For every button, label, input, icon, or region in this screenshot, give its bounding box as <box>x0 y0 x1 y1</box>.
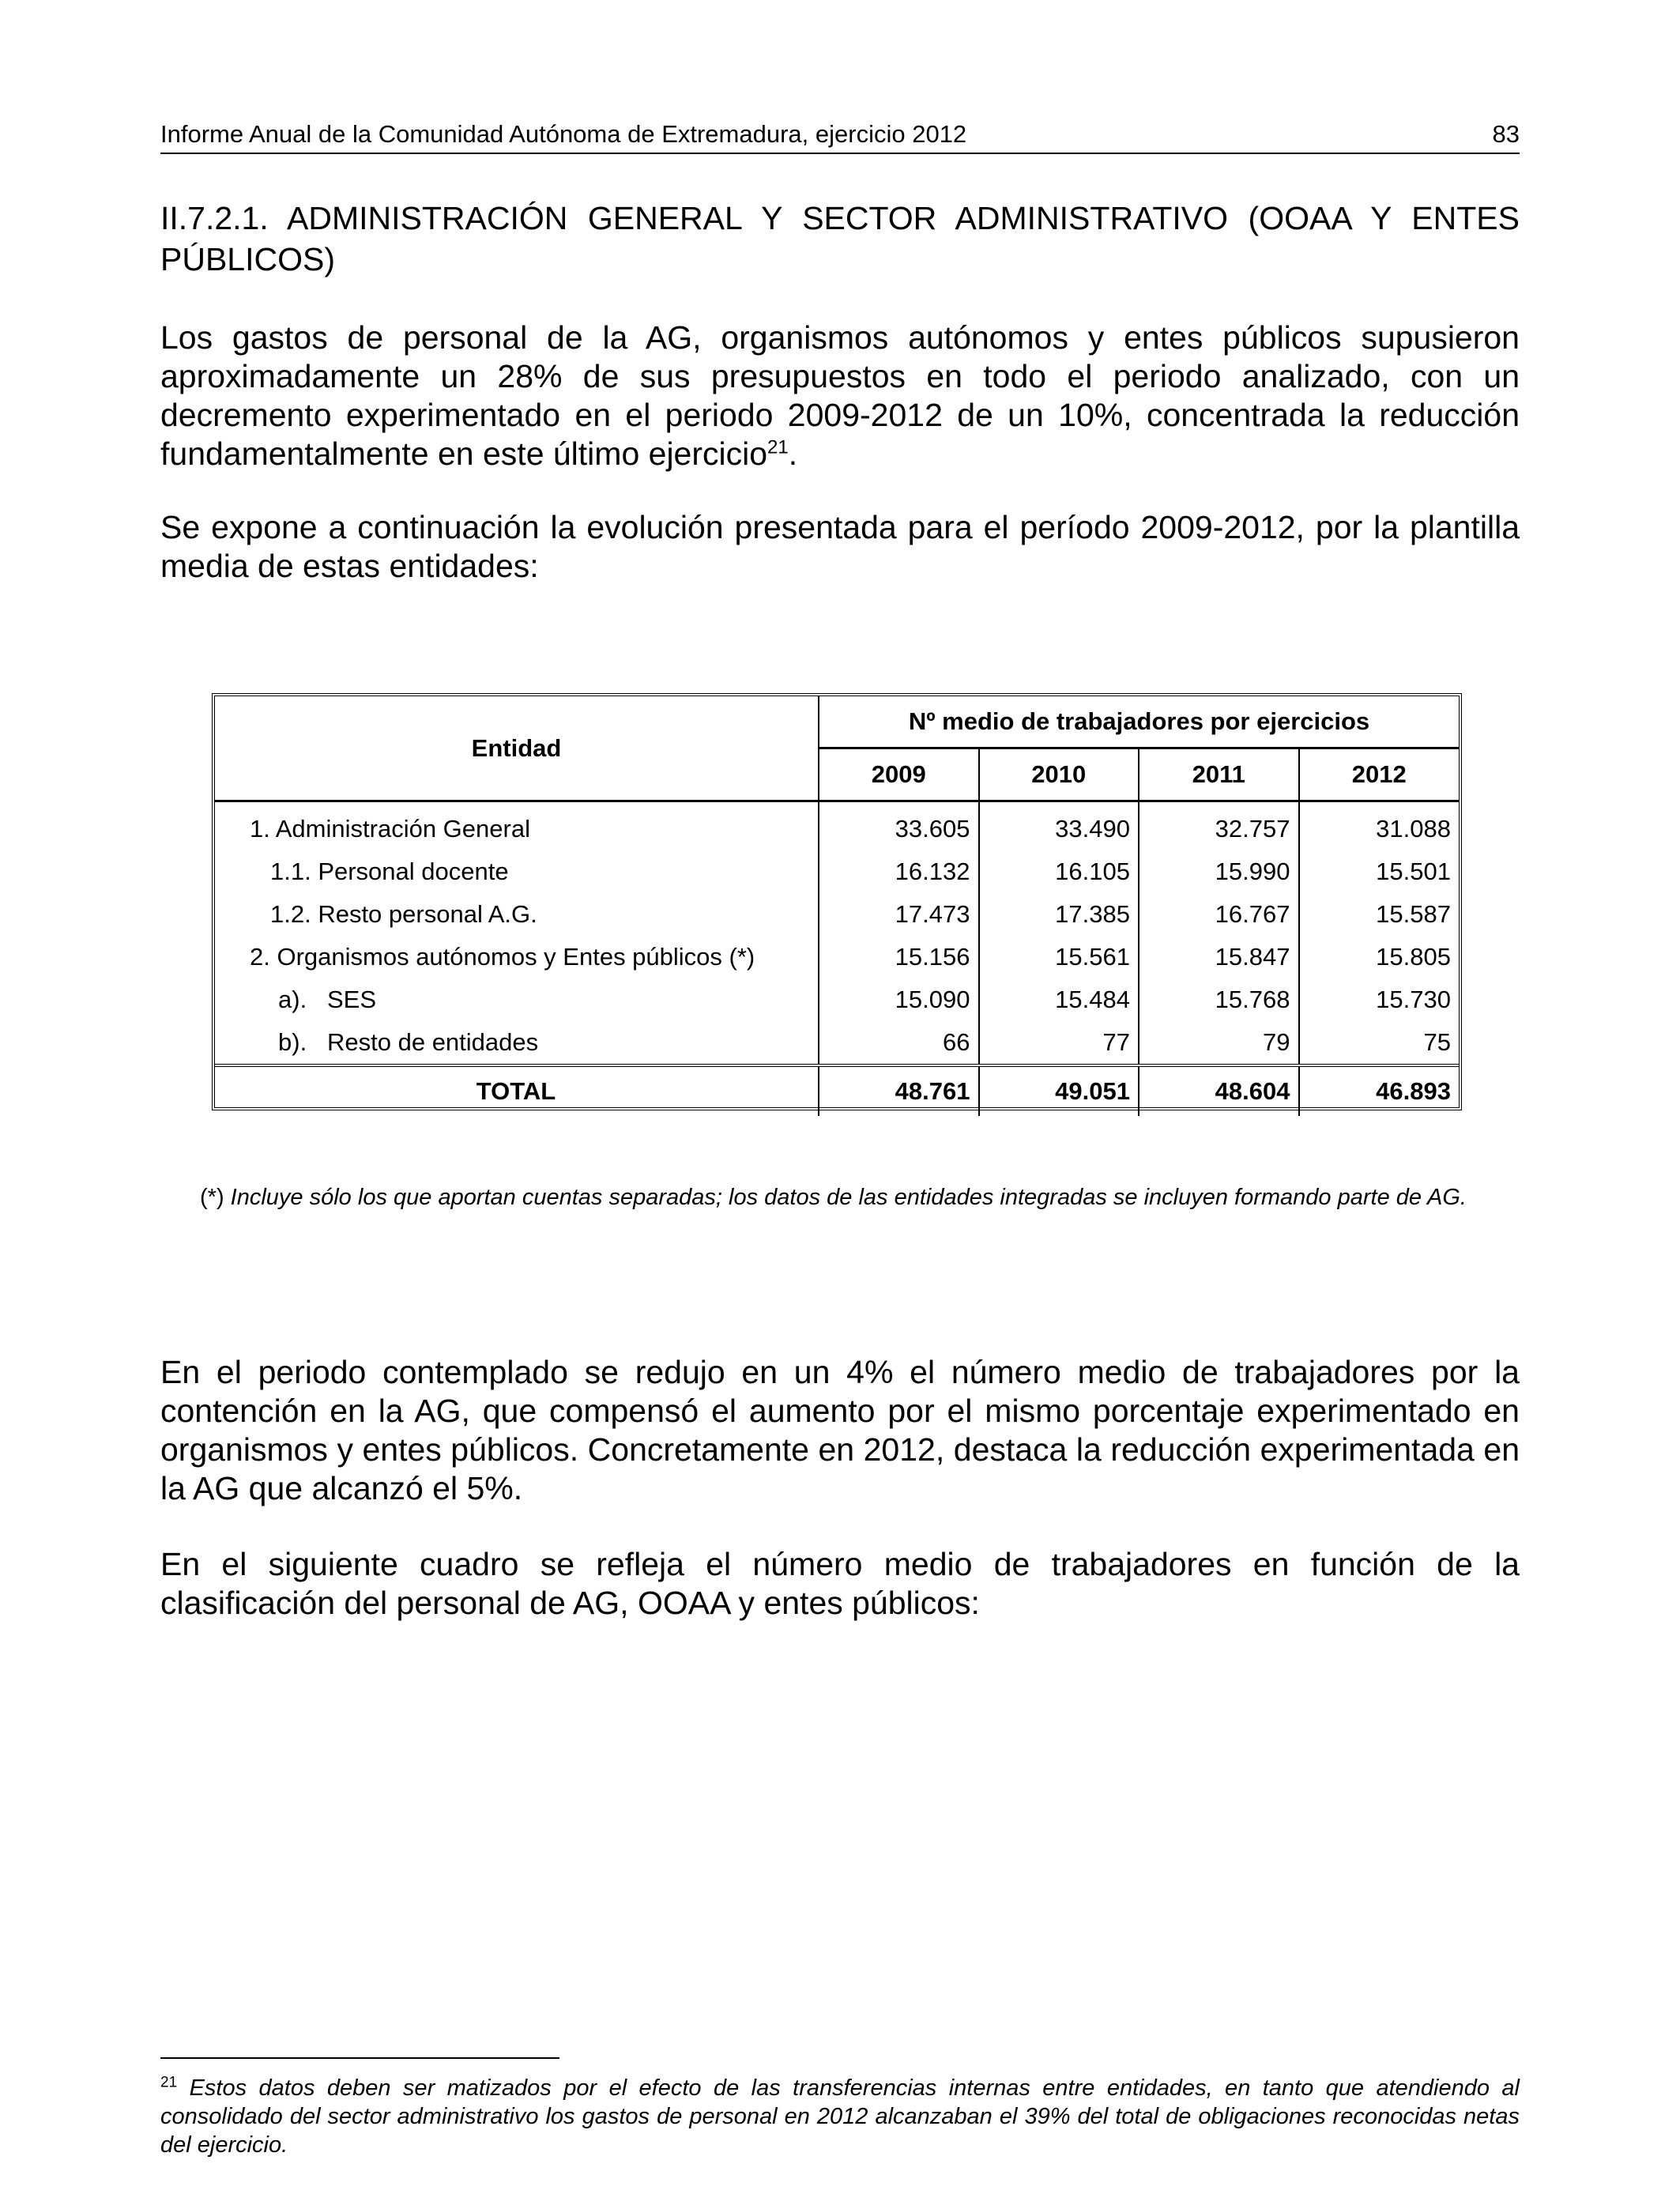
cell-value: 16.767 <box>1139 893 1299 936</box>
row-label: 1.2. Resto personal A.G. <box>215 893 819 936</box>
cell-value: 15.561 <box>979 936 1139 978</box>
total-value: 48.761 <box>819 1065 979 1116</box>
table-row <box>215 893 1459 936</box>
row-letter: a). <box>278 986 307 1013</box>
table-note <box>200 1183 1520 1212</box>
total-label: TOTAL <box>215 1065 819 1116</box>
cell-value: 31.088 <box>1376 815 1451 843</box>
cell-value: 66 <box>819 1021 979 1065</box>
paragraph-2: Se expone a continuación la evolución presentada para el período 2009-2012, por la plantilla media de estas entidades: <box>160 509 1520 584</box>
paragraph-1 <box>160 319 1520 473</box>
header-title: Informe Anual de la Comunidad Autónoma de Extremadura, ejercicio 2012 <box>160 120 967 148</box>
cell-value: 17.385 <box>979 893 1139 936</box>
cell-value: 15.090 <box>819 978 979 1021</box>
cell-value: 15.587 <box>1376 900 1451 928</box>
cell-value: 15.990 <box>1139 850 1299 893</box>
row-label: 2. Organismos autónomos y Entes públicos (*) <box>215 936 819 978</box>
cell-value: 16.105 <box>979 850 1139 893</box>
cell-value: 15.847 <box>1139 936 1299 978</box>
note-marker: (*) <box>200 1185 224 1210</box>
footnote-number: 21 <box>160 2074 178 2091</box>
cell-value: 15.501 <box>1376 858 1451 885</box>
workers-group-header: Nº medio de trabajadores por ejercicios <box>819 696 1459 748</box>
footnote-ref-21[interactable]: 21 <box>767 436 789 458</box>
cell-value: 15.484 <box>979 978 1139 1021</box>
workforce-table <box>212 693 1462 1110</box>
row-label: 1.1. Personal docente <box>215 850 819 893</box>
cell-value: 75 <box>1423 1028 1451 1056</box>
total-value: 48.604 <box>1139 1065 1299 1116</box>
year-header: 2012 <box>1299 748 1460 801</box>
note-text: Incluye sólo los que aportan cuentas separadas; los datos de las entidades integradas se incluyen formando parte de AG. <box>230 1185 1467 1210</box>
page-header <box>160 119 1520 150</box>
row-label: 1. Administración General <box>215 801 819 851</box>
row-label-text: SES <box>327 986 377 1013</box>
paragraph-3: En el periodo contemplado se redujo en un 4% el número medio de trabajadores por la contención en la AG, que compensó el aumento por el mismo porcentaje experimentado en organismos y entes públicos. Concretamente en 2012, destaca la reducción experimentada en la AG que alcanzó el 5%. <box>160 1354 1520 1506</box>
table-row <box>215 1021 1459 1065</box>
paragraph-1-text: Los gastos de personal de la AG, organismos autónomos y entes públicos supusieron aproximadamente un 28% de sus presupuestos en todo el periodo analizado, con un decremento experimentado en el periodo 2009-2012 de un 10%, concentrada la reducción fundamentalmente en este último ejercicio <box>160 319 1520 472</box>
paragraph-4: En el siguiente cuadro se refleja el número medio de trabajadores en función de la clasificación del personal de AG, OOAA y entes públicos: <box>160 1546 1520 1621</box>
cell-value: 17.473 <box>819 893 979 936</box>
cell-value: 15.768 <box>1139 978 1299 1021</box>
row-label <box>215 978 819 1021</box>
footnote-text: Estos datos deben ser matizados por el efecto de las transferencias internas entre entidades, en tanto que atendiendo al consolidado del sector administrativo los gastos de personal en 2012 alcanzaban el 39% del total de obligaciones reconocidas netas del ejercicio. <box>160 2075 1520 2158</box>
footnote-21 <box>160 2074 1520 2159</box>
cell-value: 79 <box>1139 1021 1299 1065</box>
year-header: 2010 <box>979 748 1139 801</box>
cell-value: 32.757 <box>1139 801 1299 851</box>
workforce-table-grid <box>215 696 1459 1116</box>
table-row <box>215 801 1459 851</box>
entity-header: Entidad <box>215 696 819 801</box>
paragraph-1-end: . <box>788 435 798 472</box>
year-header: 2011 <box>1139 748 1299 801</box>
footnote-rule <box>160 2057 559 2059</box>
total-value: 46.893 <box>1299 1065 1460 1116</box>
cell-value: 33.605 <box>819 801 979 851</box>
row-label <box>215 1021 819 1065</box>
table-row <box>215 978 1459 1021</box>
cell-value: 15.805 <box>1376 943 1451 971</box>
cell-value: 77 <box>979 1021 1139 1065</box>
row-label-text: Resto de entidades <box>327 1028 539 1056</box>
table-total-row <box>215 1065 1459 1116</box>
cell-value: 15.156 <box>819 936 979 978</box>
row-letter: b). <box>278 1028 307 1056</box>
cell-value: 15.730 <box>1376 986 1451 1013</box>
cell-value: 33.490 <box>979 801 1139 851</box>
cell-value: 16.132 <box>819 850 979 893</box>
section-title: II.7.2.1. ADMINISTRACIÓN GENERAL Y SECTOR ADMINISTRATIVO (OOAA Y ENTES PÚBLICOS) <box>160 200 1520 277</box>
page-number: 83 <box>1492 120 1520 148</box>
table-row <box>215 936 1459 978</box>
year-header: 2009 <box>819 748 979 801</box>
header-rule <box>160 153 1520 154</box>
table-row <box>215 850 1459 893</box>
total-value: 49.051 <box>979 1065 1139 1116</box>
